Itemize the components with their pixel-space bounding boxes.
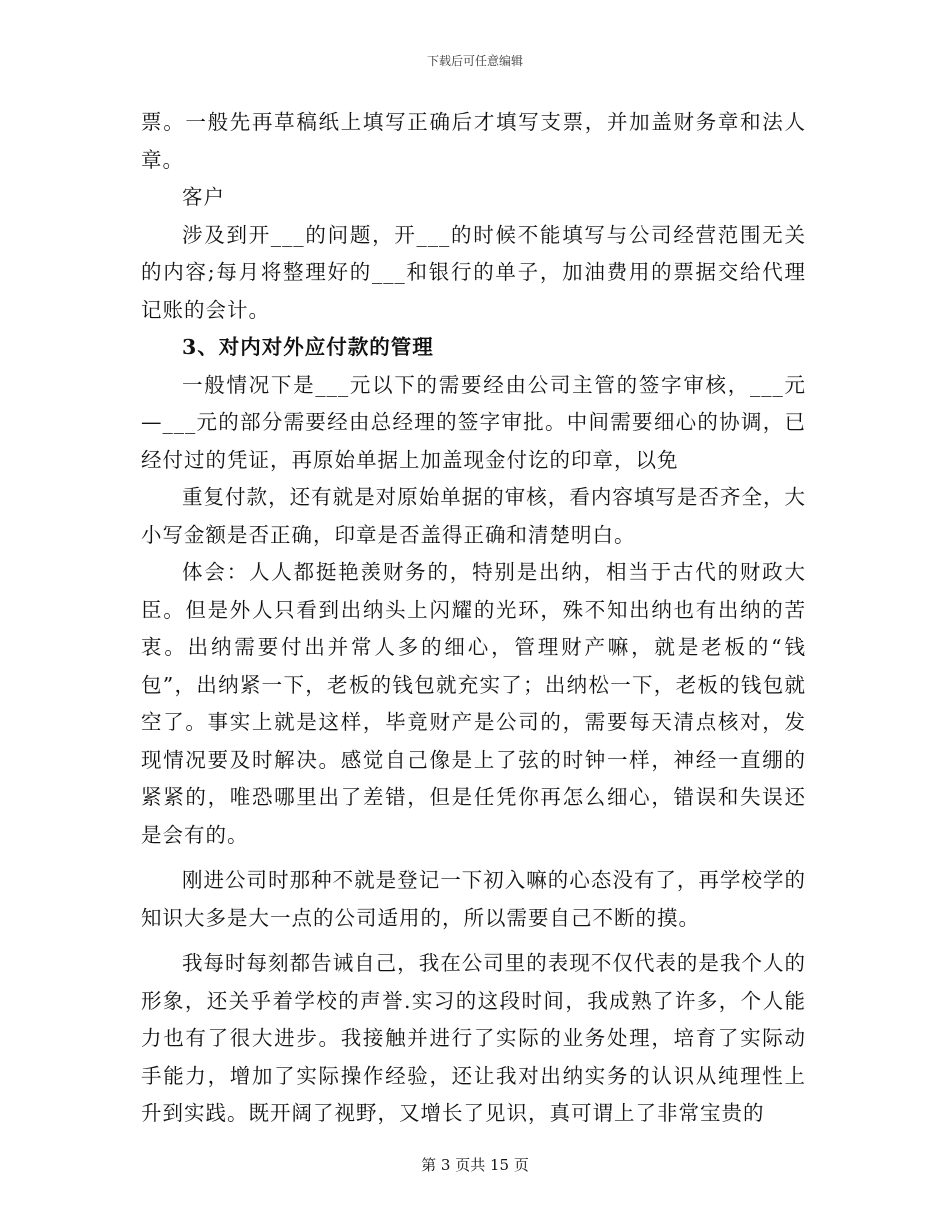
document-body — [141, 104, 806, 1133]
paragraph-invoice: 涉及到开___的问题，开___的时候不能填写与公司经营范围无关的内容;每月将整理好的___和银行的单子，加油费用的票据交给代理记账的会计。 — [141, 222, 806, 322]
paragraph-cheque: 票。一般先再草稿纸上填写正确后才填写支票，并加盖财务章和法人章。 — [141, 110, 806, 172]
paragraph-attitude: 刚进公司时那种不就是登记一下初入嘛的心态没有了，再学校学的知识大多是大一点的公司适用的，所以需要自己不断的摸。 — [141, 868, 806, 930]
paragraph-reflection: 体会：人人都挺艳羡财务的，特别是出纳，相当于古代的财政大臣。但是外人只看到出纳头上闪耀的光环，殊不知出纳也有出纳的苦衷。出纳需要付出并常人多的细心，管理财产嘛，就是老板的“钱包”，出纳紧一下，老板的钱包就充实了；出纳松一下，老板的钱包就空了。事实上就是这样，毕竟财产是公司的，需要每天清点核对，发现情况要及时解决。感觉自己像是上了弦的时钟一样，神经一直绷的紧紧的，唯恐哪里出了差错，但是任凭你再怎么细心，错误和失误还是会有的。 — [141, 560, 806, 847]
section-heading: 3、对内对外应付款的管理 — [182, 335, 434, 359]
page-header: 下载后可任意编辑 — [426, 54, 523, 68]
paragraph-customer: 客户 — [182, 185, 225, 209]
page-number: 第 3 页共 15 页 — [421, 1156, 529, 1174]
paragraph-duplicate-payment: 重复付款，还有就是对原始单据的审核，看内容填写是否齐全，大小写金额是否正确，印章是否盖得正确和清楚明白。 — [141, 485, 806, 547]
paragraph-growth: 我每时每刻都告诫自己，我在公司里的表现不仅代表的是我个人的形象，还关乎着学校的声誉.实习的这段时间，我成熟了许多，个人能力也有了很大进步。我接触并进行了实际的业务处理，培育了实际动手能力，增加了实际操作经验，还让我对出纳实务的认识从纯理性上升到实践。既开阔了视野，又增长了见识，真可谓上了非常宝贵的 — [141, 951, 806, 1125]
paragraph-approval: 一般情况下是___元以下的需要经由公司主管的签字审核，___元—___元的部分需要经由总经理的签字审批。中间需要细心的协调，已经付过的凭证，再原始单据上加盖现金付讫的印章，以免 — [141, 372, 806, 472]
